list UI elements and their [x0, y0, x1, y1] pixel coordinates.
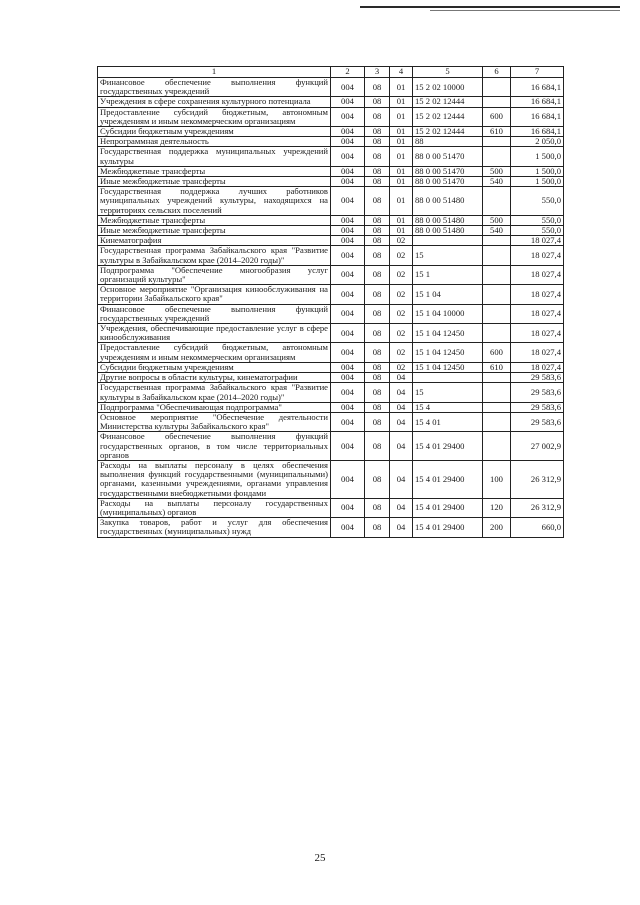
row-code-cell: 004	[331, 147, 365, 166]
row-expense-type-cell	[483, 324, 511, 343]
row-code-cell: 004	[331, 97, 365, 107]
row-code-cell: 004	[331, 226, 365, 236]
row-name-cell: Непрограммная деятельность	[98, 137, 331, 147]
header-cell: 6	[483, 67, 511, 78]
row-section-cell: 08	[365, 412, 390, 431]
row-target-article-cell: 15 4 01 29400	[413, 498, 483, 517]
table-row	[98, 412, 564, 431]
row-amount-cell: 18 027,4	[511, 343, 564, 362]
row-amount-cell: 550,0	[511, 215, 564, 225]
row-amount-cell: 26 312,9	[511, 498, 564, 517]
row-section-cell: 08	[365, 373, 390, 383]
header-cell: 4	[390, 67, 413, 78]
row-code-cell: 004	[331, 246, 365, 265]
row-amount-cell: 660,0	[511, 518, 564, 537]
row-amount-cell: 29 583,6	[511, 383, 564, 402]
row-section-cell: 08	[365, 236, 390, 246]
row-amount-cell: 16 684,1	[511, 107, 564, 126]
row-expense-type-cell	[483, 236, 511, 246]
row-subsection-cell: 02	[390, 324, 413, 343]
row-code-cell: 004	[331, 460, 365, 498]
row-code-cell: 004	[331, 518, 365, 537]
row-subsection-cell: 01	[390, 78, 413, 97]
row-subsection-cell: 02	[390, 304, 413, 323]
row-name-cell: Финансовое обеспечение выполнения функций государственных учреждений	[98, 304, 331, 323]
row-code-cell: 004	[331, 215, 365, 225]
row-name-cell: Финансовое обеспечение выполнения функций государственных органов, в том числе территориальных органов	[98, 432, 331, 461]
table-row	[98, 226, 564, 236]
row-name-cell: Расходы на выплаты персоналу государственных (муниципальных) органов	[98, 498, 331, 517]
row-subsection-cell: 02	[390, 362, 413, 372]
row-section-cell: 08	[365, 127, 390, 137]
row-name-cell: Государственная программа Забайкальского края "Развитие культуры в Забайкальском крае (2014–2020 годы)"	[98, 246, 331, 265]
row-amount-cell: 18 027,4	[511, 246, 564, 265]
table-row	[98, 137, 564, 147]
row-section-cell: 08	[365, 383, 390, 402]
row-subsection-cell: 01	[390, 215, 413, 225]
row-expense-type-cell	[483, 147, 511, 166]
table-row	[98, 432, 564, 461]
table-row	[98, 78, 564, 97]
row-name-cell: Закупка товаров, работ и услуг для обеспечения государственных (муниципальных) нужд	[98, 518, 331, 537]
row-target-article-cell: 15 1 04 10000	[413, 304, 483, 323]
row-section-cell: 08	[365, 324, 390, 343]
row-code-cell: 004	[331, 236, 365, 246]
row-expense-type-cell	[483, 246, 511, 265]
row-target-article-cell: 15 4 01 29400	[413, 518, 483, 537]
row-subsection-cell: 02	[390, 285, 413, 304]
row-name-cell: Государственная поддержка лучших работников муниципальных учреждений культуры, находящихся на территориях сельских поселений	[98, 187, 331, 216]
row-name-cell: Учреждения, обеспечивающие предоставление услуг в сфере кинообслуживания	[98, 324, 331, 343]
row-expense-type-cell	[483, 265, 511, 284]
row-name-cell: Субсидии бюджетным учреждениям	[98, 362, 331, 372]
row-target-article-cell: 15 1 04 12450	[413, 343, 483, 362]
row-amount-cell: 550,0	[511, 226, 564, 236]
table-row	[98, 383, 564, 402]
row-section-cell: 08	[365, 402, 390, 412]
row-subsection-cell: 04	[390, 432, 413, 461]
row-section-cell: 08	[365, 362, 390, 372]
row-section-cell: 08	[365, 246, 390, 265]
row-name-cell: Предоставление субсидий бюджетным, автономным учреждениям и иным некоммерческим организациям	[98, 107, 331, 126]
row-subsection-cell: 01	[390, 166, 413, 176]
row-expense-type-cell	[483, 402, 511, 412]
table-row	[98, 402, 564, 412]
row-section-cell: 08	[365, 147, 390, 166]
table-row	[98, 304, 564, 323]
row-amount-cell: 550,0	[511, 187, 564, 216]
table-row	[98, 107, 564, 126]
row-subsection-cell: 04	[390, 412, 413, 431]
table-row	[98, 97, 564, 107]
row-target-article-cell	[413, 373, 483, 383]
row-expense-type-cell	[483, 97, 511, 107]
row-subsection-cell: 01	[390, 97, 413, 107]
row-code-cell: 004	[331, 107, 365, 126]
header-cell: 5	[413, 67, 483, 78]
table-row	[98, 518, 564, 537]
row-amount-cell: 18 027,4	[511, 304, 564, 323]
table-row	[98, 362, 564, 372]
header-cell: 7	[511, 67, 564, 78]
row-name-cell: Субсидии бюджетным учреждениям	[98, 127, 331, 137]
row-section-cell: 08	[365, 107, 390, 126]
row-target-article-cell: 88 0 00 51470	[413, 166, 483, 176]
row-amount-cell: 26 312,9	[511, 460, 564, 498]
row-amount-cell: 18 027,4	[511, 285, 564, 304]
row-target-article-cell: 88	[413, 137, 483, 147]
row-expense-type-cell	[483, 285, 511, 304]
row-target-article-cell: 15 4	[413, 402, 483, 412]
row-target-article-cell: 15 4 01 29400	[413, 432, 483, 461]
row-name-cell: Другие вопросы в области культуры, кинематографии	[98, 373, 331, 383]
row-name-cell: Государственная программа Забайкальского края "Развитие культуры в Забайкальском крае (2014–2020 годы)"	[98, 383, 331, 402]
row-section-cell: 08	[365, 518, 390, 537]
row-target-article-cell: 15	[413, 246, 483, 265]
row-target-article-cell: 15 1 04 12450	[413, 324, 483, 343]
row-name-cell: Иные межбюджетные трансферты	[98, 226, 331, 236]
row-target-article-cell: 15 2 02 12444	[413, 107, 483, 126]
row-code-cell: 004	[331, 265, 365, 284]
header-cell: 2	[331, 67, 365, 78]
row-code-cell: 004	[331, 383, 365, 402]
row-amount-cell: 29 583,6	[511, 412, 564, 431]
row-name-cell: Расходы на выплаты персоналу в целях обеспечения выполнения функций государственными (муниципальными) органами, казенными учреждениями, органами управления государственными внебюджетными фондами	[98, 460, 331, 498]
row-amount-cell: 16 684,1	[511, 97, 564, 107]
row-name-cell: Основное мероприятие "Обеспечение деятельности Министерства культуры Забайкальского края"	[98, 412, 331, 431]
row-subsection-cell: 02	[390, 246, 413, 265]
row-amount-cell: 29 583,6	[511, 373, 564, 383]
row-code-cell: 004	[331, 285, 365, 304]
row-name-cell: Иные межбюджетные трансферты	[98, 177, 331, 187]
row-target-article-cell: 15 1	[413, 265, 483, 284]
row-expense-type-cell: 600	[483, 343, 511, 362]
row-target-article-cell: 88 0 00 51470	[413, 147, 483, 166]
row-expense-type-cell	[483, 78, 511, 97]
budget-table	[97, 66, 564, 538]
row-name-cell: Основное мероприятие "Организация кинообслуживания на территории Забайкальского края"	[98, 285, 331, 304]
row-section-cell: 08	[365, 137, 390, 147]
row-expense-type-cell: 540	[483, 177, 511, 187]
table-row	[98, 324, 564, 343]
row-code-cell: 004	[331, 432, 365, 461]
row-target-article-cell: 88 0 00 51480	[413, 226, 483, 236]
row-section-cell: 08	[365, 265, 390, 284]
row-code-cell: 004	[331, 78, 365, 97]
row-name-cell: Учреждения в сфере сохранения культурного потенциала	[98, 97, 331, 107]
row-expense-type-cell: 100	[483, 460, 511, 498]
row-name-cell: Государственная поддержка муниципальных учреждений культуры	[98, 147, 331, 166]
row-section-cell: 08	[365, 304, 390, 323]
row-expense-type-cell: 540	[483, 226, 511, 236]
row-section-cell: 08	[365, 226, 390, 236]
row-subsection-cell: 04	[390, 518, 413, 537]
table-row	[98, 236, 564, 246]
row-target-article-cell: 15 4 01 29400	[413, 460, 483, 498]
row-amount-cell: 1 500,0	[511, 177, 564, 187]
row-amount-cell: 18 027,4	[511, 236, 564, 246]
row-subsection-cell: 01	[390, 187, 413, 216]
row-amount-cell: 29 583,6	[511, 402, 564, 412]
row-subsection-cell: 01	[390, 127, 413, 137]
row-expense-type-cell: 600	[483, 107, 511, 126]
row-section-cell: 08	[365, 432, 390, 461]
row-code-cell: 004	[331, 412, 365, 431]
row-subsection-cell: 04	[390, 460, 413, 498]
table-row	[98, 166, 564, 176]
row-amount-cell: 16 684,1	[511, 127, 564, 137]
row-expense-type-cell: 500	[483, 215, 511, 225]
row-name-cell: Подпрограмма "Обеспечивающая подпрограмма"	[98, 402, 331, 412]
row-code-cell: 004	[331, 498, 365, 517]
row-subsection-cell: 02	[390, 343, 413, 362]
row-amount-cell: 27 002,9	[511, 432, 564, 461]
row-amount-cell: 18 027,4	[511, 324, 564, 343]
scan-artifact-line	[360, 6, 620, 8]
row-section-cell: 08	[365, 285, 390, 304]
row-target-article-cell: 15	[413, 383, 483, 402]
row-amount-cell: 1 500,0	[511, 166, 564, 176]
row-section-cell: 08	[365, 343, 390, 362]
row-subsection-cell: 01	[390, 177, 413, 187]
table-row	[98, 373, 564, 383]
page-number: 25	[314, 852, 326, 864]
row-code-cell: 004	[331, 304, 365, 323]
row-amount-cell: 16 684,1	[511, 78, 564, 97]
row-amount-cell: 1 500,0	[511, 147, 564, 166]
row-expense-type-cell	[483, 304, 511, 323]
row-code-cell: 004	[331, 127, 365, 137]
row-name-cell: Предоставление субсидий бюджетным, автономным учреждениям и иным некоммерческим организациям	[98, 343, 331, 362]
row-code-cell: 004	[331, 362, 365, 372]
row-expense-type-cell	[483, 187, 511, 216]
row-code-cell: 004	[331, 137, 365, 147]
table-row	[98, 460, 564, 498]
row-section-cell: 08	[365, 187, 390, 216]
row-target-article-cell: 15 2 02 12444	[413, 127, 483, 137]
table-row	[98, 215, 564, 225]
row-subsection-cell: 01	[390, 107, 413, 126]
row-code-cell: 004	[331, 324, 365, 343]
row-target-article-cell: 88 0 00 51480	[413, 215, 483, 225]
row-expense-type-cell: 200	[483, 518, 511, 537]
row-target-article-cell: 15 2 02 12444	[413, 97, 483, 107]
row-expense-type-cell	[483, 137, 511, 147]
row-expense-type-cell	[483, 432, 511, 461]
row-name-cell: Финансовое обеспечение выполнения функций государственных учреждений	[98, 78, 331, 97]
row-subsection-cell: 01	[390, 137, 413, 147]
row-target-article-cell: 88 0 00 51480	[413, 187, 483, 216]
table-row	[98, 127, 564, 137]
row-amount-cell: 18 027,4	[511, 265, 564, 284]
row-subsection-cell: 04	[390, 402, 413, 412]
row-code-cell: 004	[331, 187, 365, 216]
row-section-cell: 08	[365, 498, 390, 517]
row-section-cell: 08	[365, 166, 390, 176]
row-expense-type-cell	[483, 412, 511, 431]
row-name-cell: Межбюджетные трансферты	[98, 215, 331, 225]
row-expense-type-cell	[483, 373, 511, 383]
row-section-cell: 08	[365, 215, 390, 225]
row-amount-cell: 2 050,0	[511, 137, 564, 147]
scan-artifact-line	[430, 10, 620, 11]
header-cell: 3	[365, 67, 390, 78]
table-row	[98, 147, 564, 166]
row-code-cell: 004	[331, 177, 365, 187]
table-header-row	[98, 67, 564, 78]
row-target-article-cell: 15 2 02 10000	[413, 78, 483, 97]
table-row	[98, 498, 564, 517]
row-code-cell: 004	[331, 343, 365, 362]
table-row	[98, 265, 564, 284]
row-subsection-cell: 04	[390, 498, 413, 517]
row-target-article-cell: 15 1 04	[413, 285, 483, 304]
row-section-cell: 08	[365, 177, 390, 187]
row-target-article-cell: 15 4 01	[413, 412, 483, 431]
row-expense-type-cell	[483, 383, 511, 402]
row-subsection-cell: 02	[390, 265, 413, 284]
row-section-cell: 08	[365, 460, 390, 498]
row-target-article-cell: 88 0 00 51470	[413, 177, 483, 187]
row-name-cell: Подпрограмма "Обеспечение многообразия услуг организаций культуры"	[98, 265, 331, 284]
table-row	[98, 343, 564, 362]
row-expense-type-cell: 610	[483, 362, 511, 372]
header-cell: 1	[98, 67, 331, 78]
row-subsection-cell: 02	[390, 236, 413, 246]
row-subsection-cell: 01	[390, 147, 413, 166]
row-name-cell: Межбюджетные трансферты	[98, 166, 331, 176]
row-expense-type-cell: 610	[483, 127, 511, 137]
row-target-article-cell: 15 1 04 12450	[413, 362, 483, 372]
table-row	[98, 187, 564, 216]
table-row	[98, 285, 564, 304]
row-subsection-cell: 04	[390, 373, 413, 383]
row-subsection-cell: 04	[390, 383, 413, 402]
row-code-cell: 004	[331, 373, 365, 383]
row-name-cell: Кинематография	[98, 236, 331, 246]
row-amount-cell: 18 027,4	[511, 362, 564, 372]
row-target-article-cell	[413, 236, 483, 246]
row-code-cell: 004	[331, 402, 365, 412]
table-row	[98, 246, 564, 265]
row-section-cell: 08	[365, 78, 390, 97]
row-subsection-cell: 01	[390, 226, 413, 236]
table-body	[98, 78, 564, 538]
table-row	[98, 177, 564, 187]
row-expense-type-cell: 120	[483, 498, 511, 517]
row-code-cell: 004	[331, 166, 365, 176]
row-section-cell: 08	[365, 97, 390, 107]
row-expense-type-cell: 500	[483, 166, 511, 176]
